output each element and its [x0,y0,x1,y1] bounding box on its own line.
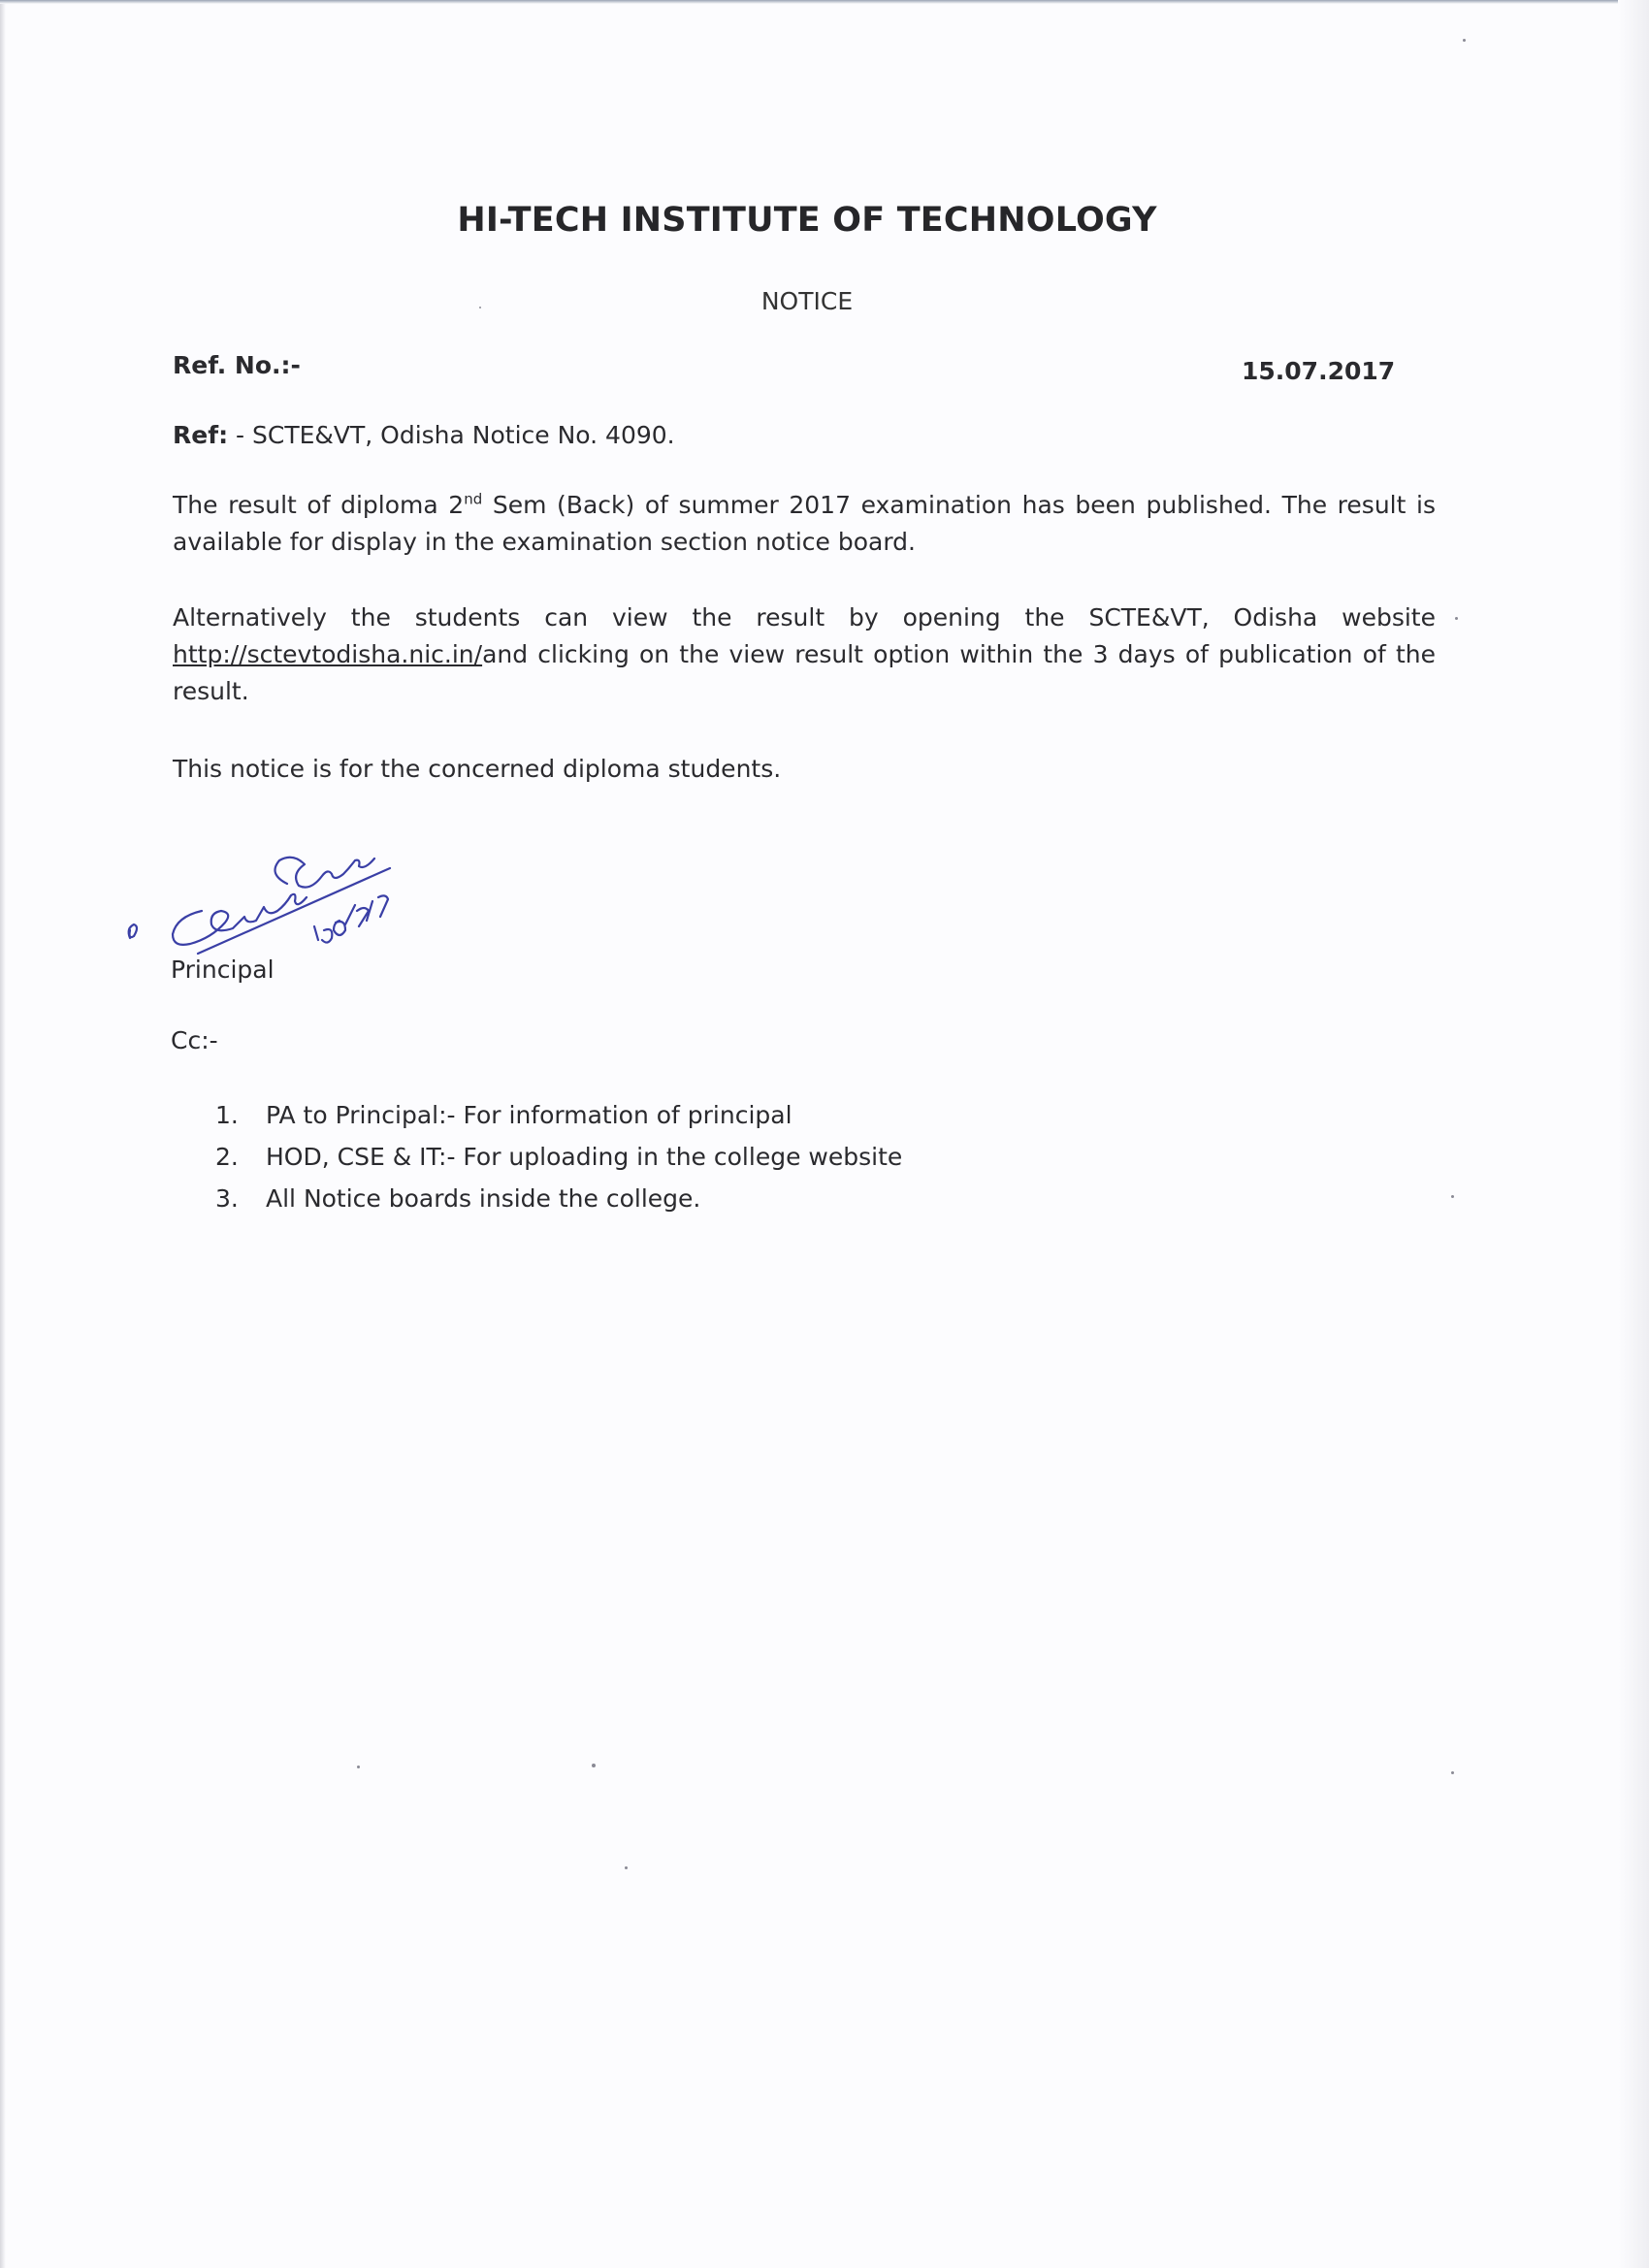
scan-speck [1451,1771,1454,1774]
scan-speck [479,307,481,308]
p1-text-end: Sem (Back) of summer 2017 examination has been published. The result is available for display in the examination section notice board. [173,491,1436,556]
scan-left-edge [0,0,6,2268]
scan-speck [1451,1195,1454,1198]
signatory-title: Principal [171,956,275,984]
ref-no-label: Ref. No.:- [173,351,301,379]
reference-label: Ref: [173,421,229,449]
cc-list-item [215,1178,902,1219]
principal-signature [116,829,427,965]
cc-item-number: 2. [215,1143,239,1171]
result-paragraph [173,487,1436,561]
p1-text-start: The result of diploma 2 [173,491,465,519]
reference-line [173,421,675,449]
cc-item-text: All Notice boards inside the college. [266,1184,701,1213]
institute-title: HI-TECH INSTITUTE OF TECHNOLOGY [457,201,1157,240]
scan-right-edge [1618,0,1649,2268]
reference-text: - SCTE&VT, Odisha Notice No. 4090. [228,421,675,449]
p1-superscript: nd [464,490,483,508]
audience-paragraph: This notice is for the concerned diploma students. [173,755,782,783]
cc-list [215,1094,902,1219]
scan-speck [592,1764,596,1767]
cc-label: Cc:- [171,1026,218,1054]
website-paragraph [173,599,1436,710]
cc-item-number: 3. [215,1184,239,1213]
cc-item-text: PA to Principal:- For information of principal [266,1101,792,1129]
scan-speck [357,1766,360,1768]
cc-list-item [215,1136,902,1178]
p2-text-end: and clicking on the view result option within the 3 days of publication of the result. [173,640,1436,705]
cc-item-text: HOD, CSE & IT:- For uploading in the college website [266,1143,903,1171]
cc-list-item [215,1094,902,1136]
scan-top-edge [0,0,1649,4]
notice-heading: NOTICE [760,287,854,315]
p2-text-start: Alternatively the students can view the result by opening the SCTE&VT, Odisha website [173,603,1436,632]
scan-speck [1463,39,1466,42]
website-link[interactable]: http://sctevtodisha.nic.in/ [173,640,483,668]
cc-item-number: 1. [215,1101,239,1129]
notice-date: 15.07.2017 [1242,357,1396,385]
scan-speck [1455,617,1458,620]
scan-speck [625,1866,628,1869]
